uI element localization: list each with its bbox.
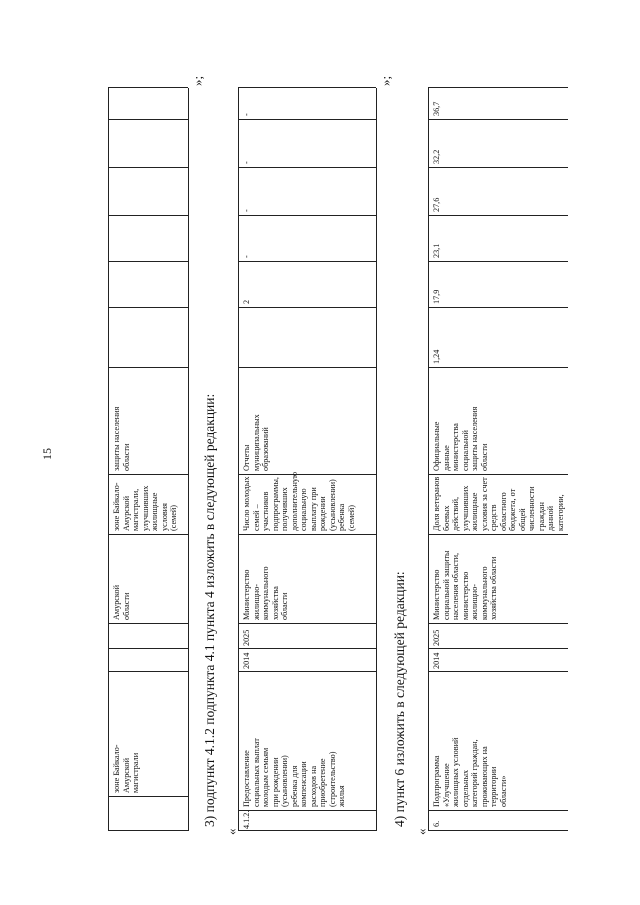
table2-value-3: - <box>242 255 251 258</box>
table3-col-line <box>428 623 568 624</box>
table2-col-line <box>238 671 376 672</box>
table3-top-border <box>428 88 429 831</box>
table1-col-line <box>108 261 188 262</box>
table2-col-line <box>238 87 376 88</box>
table2-col-line <box>238 623 376 624</box>
table2-col-line <box>238 261 376 262</box>
open-quote-2: « <box>414 828 429 835</box>
table3-end-year: 2025 <box>432 629 441 646</box>
table3-col-line <box>428 367 568 368</box>
table1-col-line <box>108 796 188 797</box>
table1-bottom-border <box>188 88 189 831</box>
table3-start-year: 2014 <box>432 652 441 669</box>
table2-source-cell: Отчеты муниципальных образований <box>242 414 270 471</box>
table2-value-4: - <box>242 209 251 212</box>
table2-indicator-cell: Число молодых семей – участников подпрограммы, получивших дополнительную социальную выплату при рождении (усыновлении) ребенка (семей) <box>242 471 356 531</box>
table3-col-line <box>428 830 568 831</box>
table1-col-line <box>108 307 188 308</box>
table2-col-line <box>238 474 376 475</box>
table1-col-line <box>108 215 188 216</box>
table3-col-line <box>428 534 568 535</box>
table1-col-line <box>108 119 188 120</box>
table2-top-border <box>238 88 239 831</box>
table2-bottom-border <box>376 88 377 831</box>
table3-col-line <box>428 215 568 216</box>
table2-executor-cell: Министерство жилищно- коммунального хозяйства области <box>242 566 289 620</box>
table2-col-line <box>238 810 376 811</box>
table2-value-2: 2 <box>242 299 251 304</box>
table2-col-line <box>238 648 376 649</box>
table3-value-4: 27,6 <box>432 197 441 212</box>
heading-amendment-3: 3) подпункт 4.1.2 подпункта 4.1 пункта 4 изложить в следующей редакции: <box>202 393 217 827</box>
table1-top-border <box>108 88 109 831</box>
table3-col-line <box>428 810 568 811</box>
table3-col-line <box>428 167 568 168</box>
table3-col-line <box>428 474 568 475</box>
table2-end-year: 2025 <box>242 629 251 646</box>
table3-value-3: 23,1 <box>432 243 441 258</box>
table3-indicator-cell: Доля ветеранов боевых действий, улучшивших жилищные условия за счет средств областного бюджета, от общей численности граждан данной категории, <box>432 476 565 531</box>
table2-col-line <box>238 215 376 216</box>
table1-col-line <box>108 671 188 672</box>
page-number: 15 <box>40 448 54 460</box>
table1-source-cell: защиты населения области <box>112 406 131 471</box>
table2-col-line <box>238 307 376 308</box>
table1-col-line <box>108 648 188 649</box>
table1-close-quote: »; <box>190 75 205 86</box>
table2-value-6: - <box>242 113 251 116</box>
table2-col-line <box>238 367 376 368</box>
table3-col-line <box>428 261 568 262</box>
table3-col-line <box>428 307 568 308</box>
table3-col-line <box>428 119 568 120</box>
table3-value-1: 1,24 <box>432 349 441 364</box>
table3-value-5: 32,2 <box>432 149 441 164</box>
table3-row-number: 6. <box>432 820 441 827</box>
table1-col-line <box>108 534 188 535</box>
table3-col-line <box>428 671 568 672</box>
table3-source-cell: Официальные данные министерства социальной защиты населения области <box>432 406 489 471</box>
table2-col-line <box>238 830 376 831</box>
table3-value-2: 17,9 <box>432 289 441 304</box>
table1-col-line <box>108 87 188 88</box>
table1-col-line <box>108 623 188 624</box>
table3-col-line <box>428 648 568 649</box>
heading-amendment-4: 4) пункт 6 изложить в следующей редакции: <box>392 571 407 827</box>
table2-name-cell: Предоставление социальных выплат молодым семьям при рождении (усыновлении) ребенка для компенсации расходов на приобретение (строительство) жилья <box>242 738 346 807</box>
table3-value-6: 36,7 <box>432 101 441 116</box>
table1-col-line <box>108 367 188 368</box>
table1-executor-cell: Амурской области <box>112 585 131 620</box>
table3-name-cell: Подпрограмма «Улучшение жилищных условий отдельных категорий граждан, проживающих на территории области» <box>432 737 508 807</box>
table2-start-year: 2014 <box>242 652 251 669</box>
table1-name-cell: зоне Байкало- Амурской магистрали <box>112 744 140 793</box>
table3-executor-cell: Министерство социальной защиты населения области, министерство жилищно- коммунального хозяйства области <box>432 550 498 620</box>
table2-col-line <box>238 534 376 535</box>
table1-col-line <box>108 830 188 831</box>
table1-col-line <box>108 167 188 168</box>
table2-value-5: - <box>242 161 251 164</box>
table1-indicator-cell: зоне Байкало- Амурской магистрали, улучшивших жилищные условия (семей) <box>112 482 178 531</box>
table2-col-line <box>238 119 376 120</box>
table3-col-line <box>428 87 568 88</box>
table1-col-line <box>108 474 188 475</box>
table2-row-number: 4.1.2. <box>242 810 251 829</box>
table2-close-quote: »; <box>378 75 393 86</box>
open-quote-1: « <box>224 828 239 835</box>
table2-col-line <box>238 167 376 168</box>
